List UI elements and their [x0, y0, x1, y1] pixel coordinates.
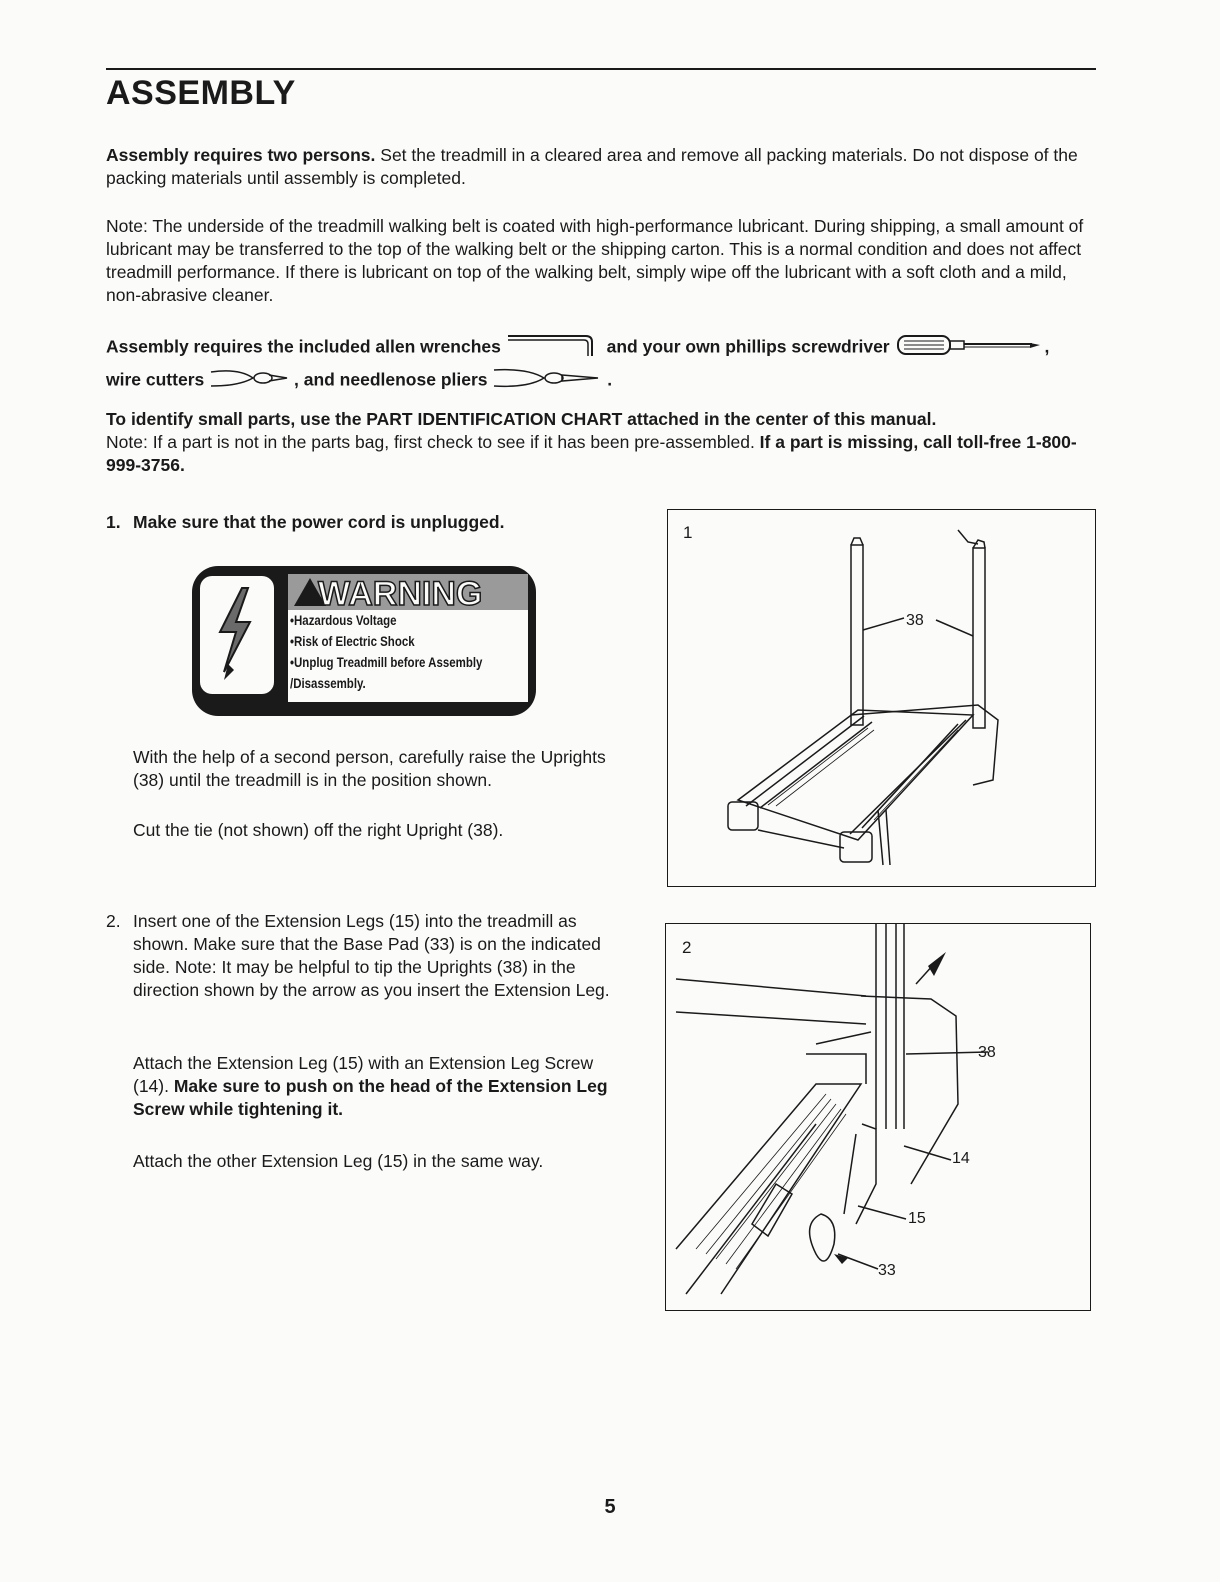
page-number: 5 — [604, 1496, 616, 1518]
needlenose-pliers-icon — [492, 366, 602, 396]
title-rule — [106, 68, 1096, 70]
figure-1 — [667, 509, 1096, 887]
warning-header: WARNING — [318, 575, 483, 613]
page-title: ASSEMBLY — [106, 74, 296, 112]
identify-missing: If a part is missing, call toll-free 1-800-999-3756. — [106, 432, 1077, 475]
intro-bold: Assembly requires two persons. — [106, 145, 376, 165]
figure-1-number: 1 — [683, 523, 693, 542]
figure-2-callout-15: 15 — [908, 1210, 926, 1227]
step1-heading: Make sure that the power cord is unplugged. — [133, 512, 505, 532]
wire-cutters-icon — [209, 366, 289, 396]
warning-line-4: /Disassembly. — [290, 675, 366, 691]
warning-line-2: •Risk of Electric Shock — [290, 633, 415, 649]
figure-2-callout-38: 38 — [978, 1044, 996, 1061]
figure-2 — [665, 923, 1091, 1311]
step1-paragraph-1: With the help of a second person, carefully raise the Uprights (38) until the treadmill is in the position shown. — [133, 747, 606, 790]
tools-text-3: , — [1044, 336, 1050, 357]
screwdriver-icon — [894, 332, 1044, 364]
step2-paragraph-2-text: Attach the Extension Leg (15) with an Extension Leg Screw (14). — [133, 1053, 594, 1096]
intro-text: Set the treadmill in a cleared area and remove all packing materials. Do not dispose of the packing materials until assembly is completed. — [106, 145, 1078, 188]
tools-text-4: wire cutters — [106, 369, 205, 390]
intro-paragraph — [106, 144, 1096, 190]
step2-paragraph-3: Attach the other Extension Leg (15) in the same way. — [133, 1151, 544, 1171]
warning-line-1: •Hazardous Voltage — [290, 612, 397, 628]
tools-text-2: and your own phillips screwdriver — [606, 336, 890, 357]
tools-text-6: . — [607, 369, 613, 390]
warning-line-3: •Unplug Treadmill before Assembly — [290, 654, 483, 670]
figure-1-drawing — [668, 510, 1095, 886]
warning-lines — [290, 610, 482, 694]
step2-paragraph-2 — [133, 1052, 613, 1121]
identify-note: Note: If a part is not in the parts bag, first check to see if it has been pre-assembled. — [106, 432, 760, 452]
step2-paragraph-2-bold: Make sure to push on the head of the Extension Leg Screw while tightening it. — [133, 1076, 608, 1119]
figure-2-drawing — [666, 924, 1090, 1310]
step2-paragraph-1: Insert one of the Extension Legs (15) into the treadmill as shown. Make sure that the Base Pad (33) is on the indicated side. Note: It may be helpful to tip the Uprights (38) in the direction shown by the arrow as you insert the Extension Leg. — [133, 911, 610, 1000]
allen-wrench-icon — [506, 330, 602, 366]
figure-1-callout-38: 38 — [906, 612, 924, 629]
tools-paragraph — [106, 330, 1096, 396]
step1-number: 1. — [106, 512, 121, 532]
tools-text-5: , and needlenose pliers — [293, 369, 488, 390]
figure-2-callout-14: 14 — [952, 1150, 970, 1167]
figure-2-callout-33: 33 — [878, 1262, 896, 1279]
identify-paragraph — [106, 408, 1096, 477]
tools-text-1: Assembly requires the included allen wrenches — [106, 336, 501, 357]
step2-number: 2. — [106, 911, 121, 931]
figure-2-number: 2 — [682, 938, 692, 957]
identify-bold: To identify small parts, use the PART IDENTIFICATION CHART attached in the center of this manual. — [106, 409, 937, 429]
lubricant-note: Note: The underside of the treadmill walking belt is coated with high-performance lubricant. During shipping, a small amount of lubricant may be transferred to the top of the walking belt or the shipping carton. This is a normal condition and does not affect treadmill performance. If there is lubricant on top of the walking belt, simply wipe off the lubricant with a soft cloth and a mild, non-abrasive cleaner. — [106, 216, 1084, 305]
step1-paragraph-2: Cut the tie (not shown) off the right Upright (38). — [133, 820, 504, 840]
